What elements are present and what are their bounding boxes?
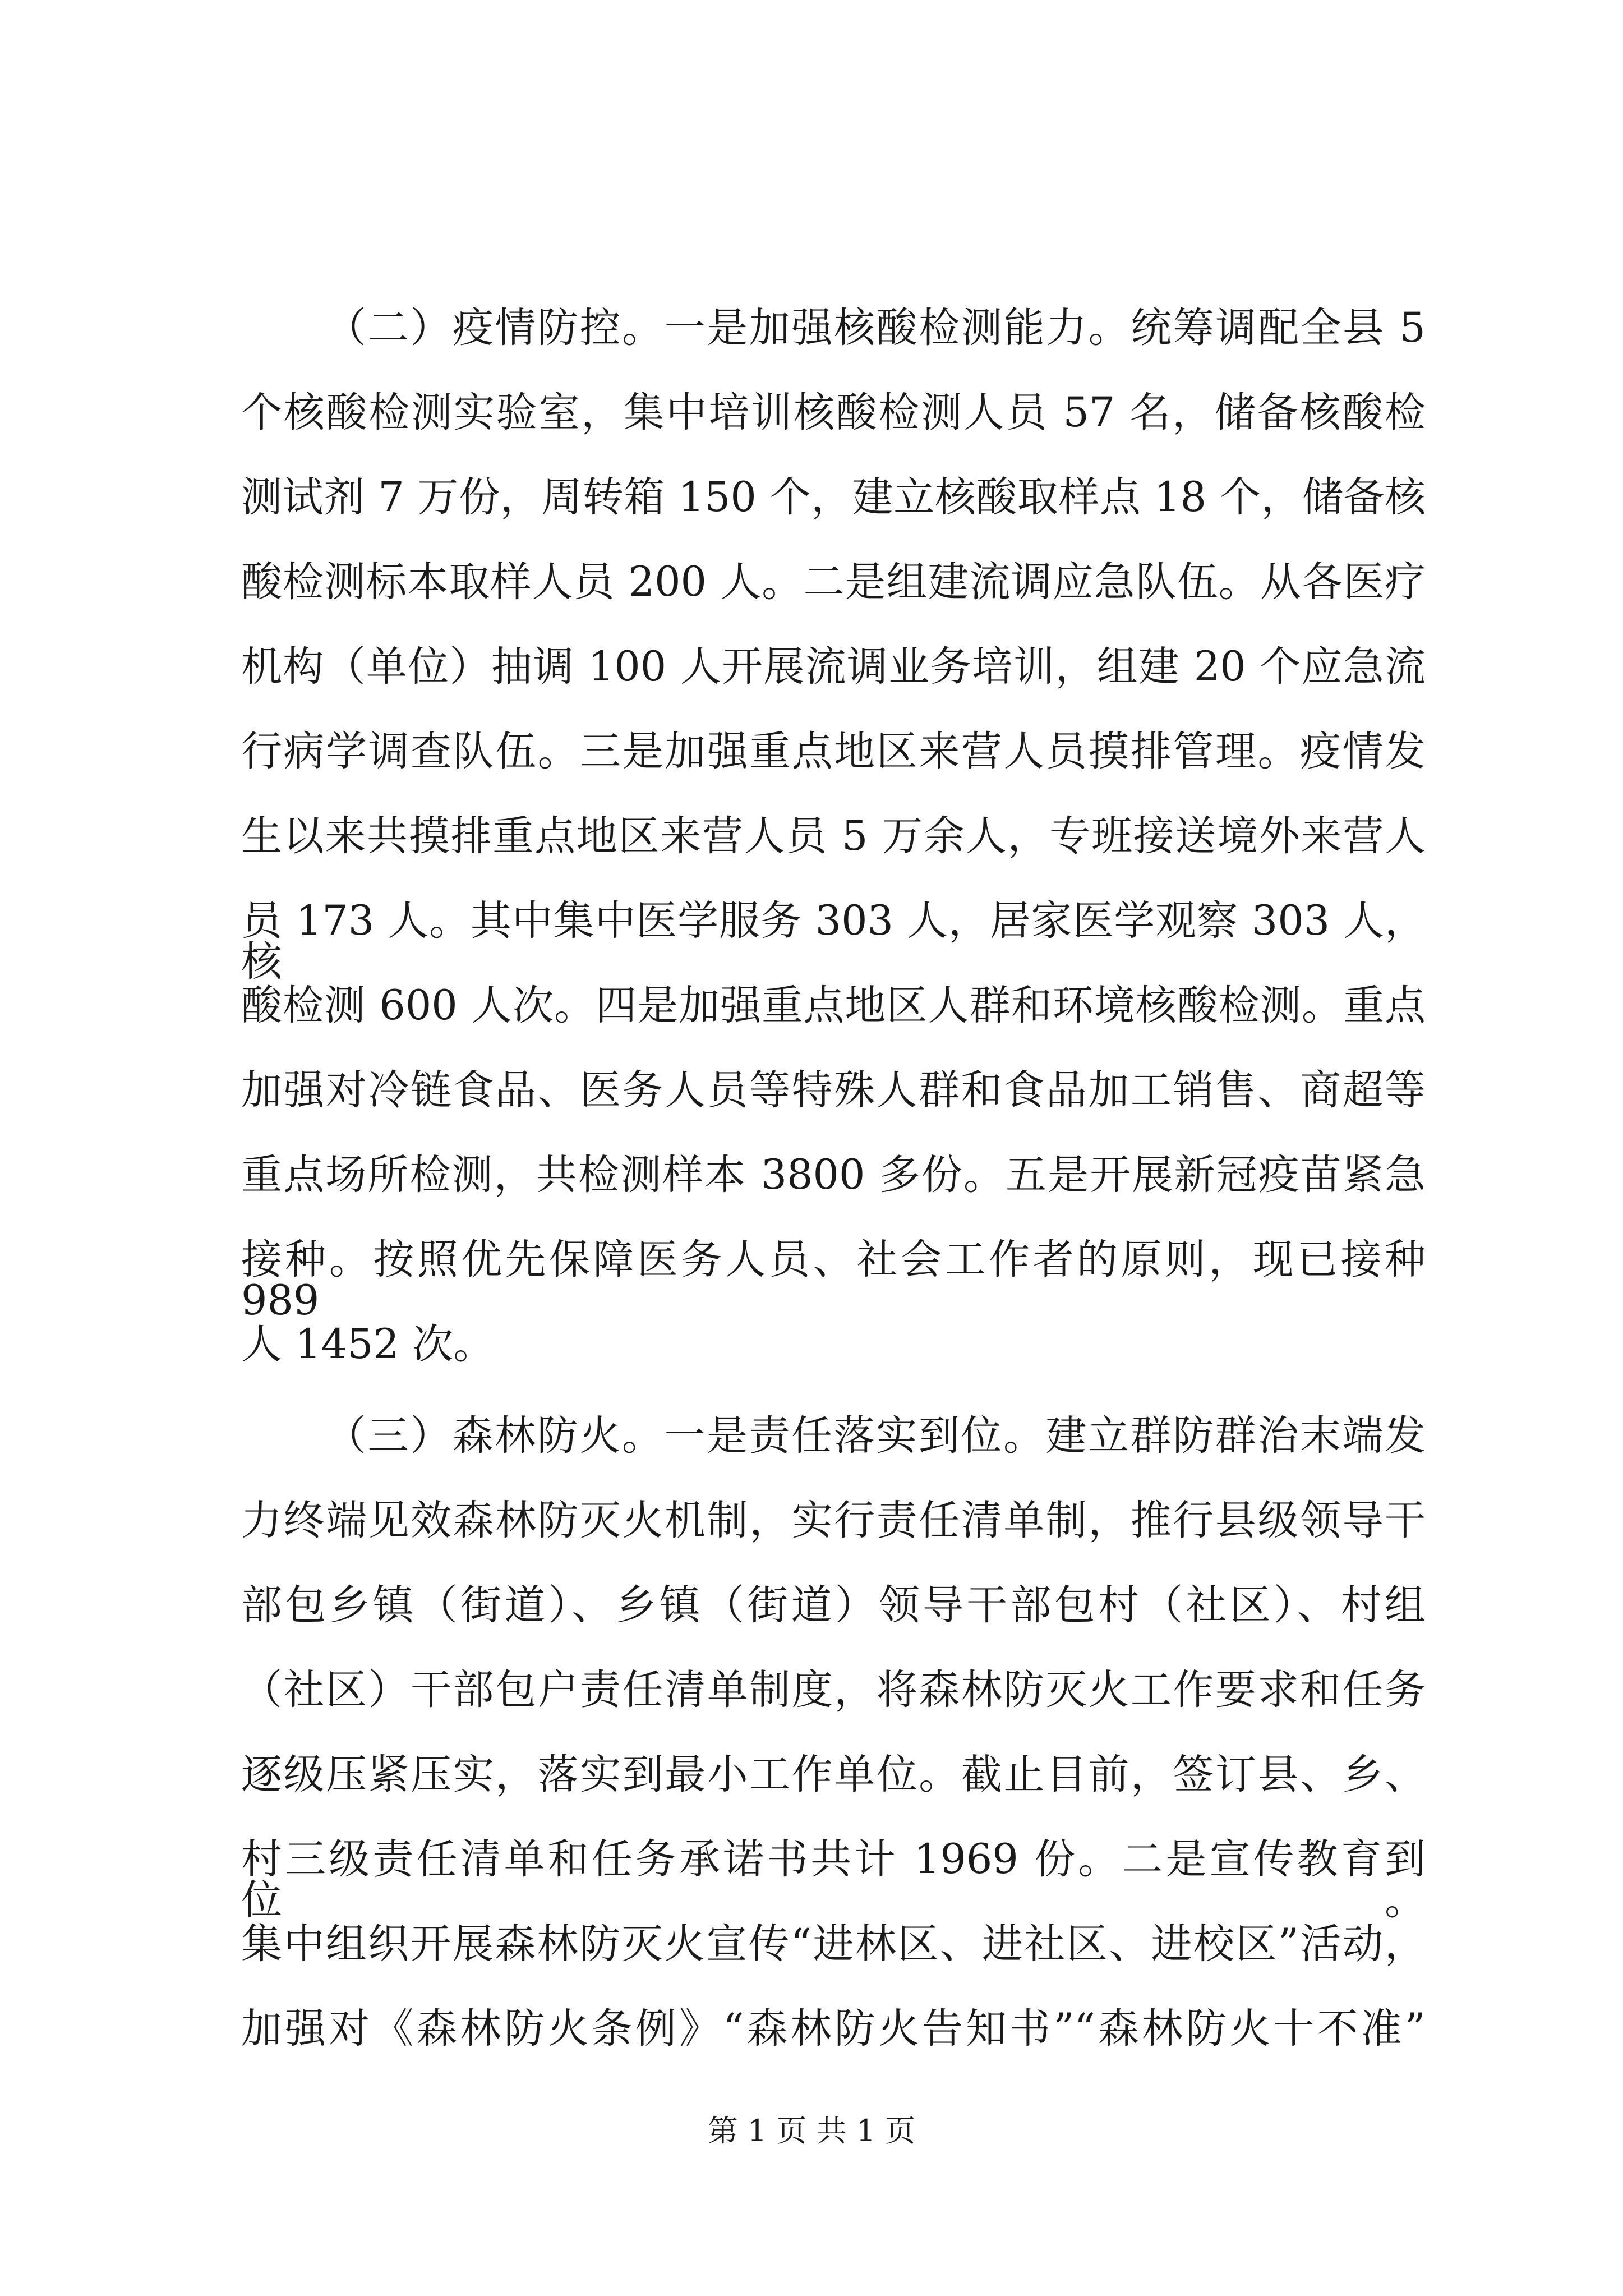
text-line-12: 接种。按照优先保障医务人员、社会工作者的原则，现已接种 989 [241,1236,1426,1324]
text-line-8: 员 173 人。其中集中医学服务 303 人，居家医学观察 303 人，核 [241,897,1426,986]
text-line-14: （三）森林防火。一是责任落实到位。建立群防群治末端发 [325,1412,1426,1460]
text-line-17: （社区）干部包户责任清单制度，将森林防灭火工作要求和任务 [241,1666,1426,1714]
text-line-2: 个核酸检测实验室，集中培训核酸检测人员 57 名，储备核酸检 [241,389,1426,436]
text-line-13: 人 1452 次。 [241,1320,495,1368]
text-line-4: 酸检测标本取样人员 200 人。二是组建流调应急队伍。从各医疗 [241,558,1426,606]
text-line-20: 集中组织开展森林防灭火宣传“进林区、进社区、进校区”活动， [241,1920,1426,1968]
text-line-10: 加强对冷链食品、医务人员等特殊人群和食品加工销售、商超等 [241,1066,1426,1114]
text-line-6: 行病学调查队伍。三是加强重点地区来营人员摸排管理。疫情发 [241,728,1426,775]
text-line-7: 生以来共摸排重点地区来营人员 5 万余人，专班接送境外来营人 [241,812,1426,860]
text-line-11: 重点场所检测，共检测样本 3800 多份。五是开展新冠疫苗紧急 [241,1151,1426,1199]
page-footer: 第 1 页 共 1 页 [707,2113,916,2148]
text-line-16: 部包乡镇（街道）、乡镇（街道）领导干部包村（社区）、村组 [241,1581,1426,1629]
text-line-5: 机构（单位）抽调 100 人开展流调业务培训，组建 20 个应急流 [241,643,1426,691]
text-line-1: （二）疫情防控。一是加强核酸检测能力。统筹调配全县 5 [325,304,1426,352]
text-line-18: 逐级压紧压实，落实到最小工作单位。截止目前，签订县、乡、 [241,1751,1426,1798]
text-line-21: 加强对《森林防火条例》“森林防火告知书”“森林防火十不准” [241,2005,1426,2053]
text-line-15: 力终端见效森林防灭火机制，实行责任清单制，推行县级领导干 [241,1497,1426,1544]
text-line-9: 酸检测 600 人次。四是加强重点地区人群和环境核酸检测。重点 [241,982,1426,1029]
text-line-19: 村三级责任清单和任务承诺书共计 1969 份。二是宣传教育到位。 [241,1835,1426,1924]
text-line-3: 测试剂 7 万份，周转箱 150 个，建立核酸取样点 18 个，储备核 [241,473,1426,521]
